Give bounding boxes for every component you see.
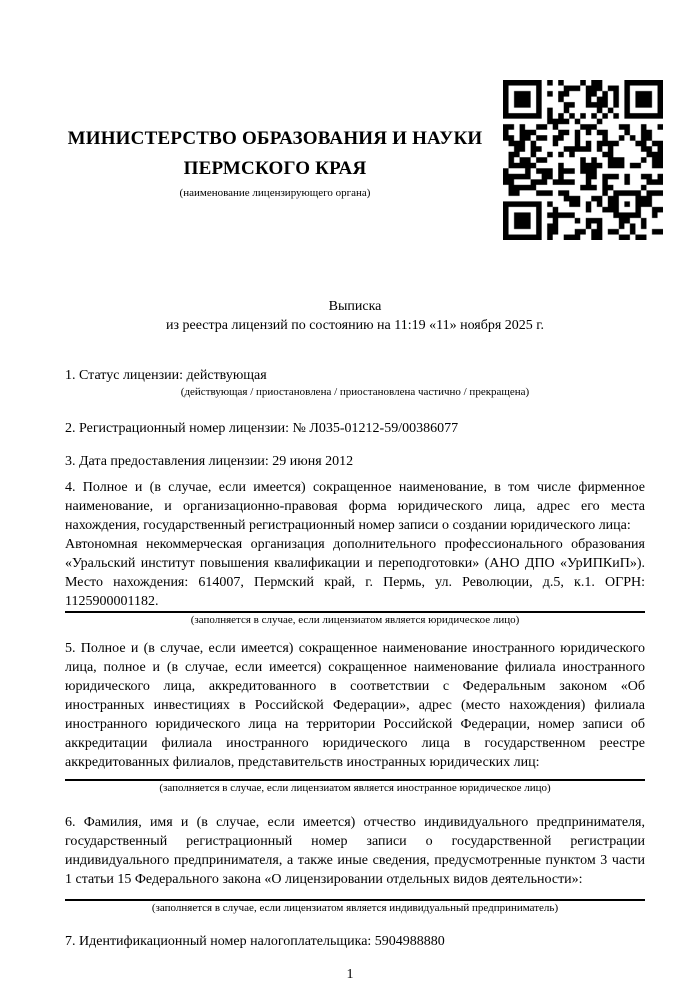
licensing-authority-caption: (наименование лицензирующего органа) [179, 187, 371, 199]
title-line2: из реестра лицензий по состоянию на 11:19 «11» ноября 2025 г. [166, 318, 544, 333]
section-caption: (заполняется в случае, если лицензиатом является индивидуальный предприниматель) [151, 902, 559, 914]
section-legal-entity [65, 478, 645, 628]
section-taxpayer-id [65, 932, 645, 951]
section-text: 1. Статус лицензии: действующая [65, 368, 267, 383]
ministry-name-line2: ПЕРМСКОГО КРАЯ [183, 158, 367, 179]
qr-code-icon [503, 80, 663, 240]
document-header [45, 124, 505, 200]
ministry-name-line1: МИНИСТЕРСТВО ОБРАЗОВАНИЯ И НАУКИ [67, 128, 483, 149]
section-caption: (заполняется в случае, если лицензиатом является иностранное юридическое лицо) [159, 782, 551, 794]
section-text: 6. Фамилия, имя и (в случае, если имеется) отчество индивидуального предпринимателя, государственный регистрационный номер записи о государственной регистрации индивидуального предпринимателя, а также иные сведения, предусмотренные пунктом 3 части 1 статьи 15 Федерального закона «О лицензировании отдельных видов деятельности»: [65, 815, 645, 887]
section-text: 7. Идентификационный номер налогоплательщика: 5904988880 [65, 934, 445, 949]
section-grant-date [65, 452, 645, 471]
section-text: 3. Дата предоставления лицензии: 29 июня 2012 [65, 454, 354, 469]
section-caption: (заполняется в случае, если лицензиатом является юридическое лицо) [190, 614, 520, 626]
title-line1: Выписка [328, 299, 382, 314]
document-body [0, 366, 700, 951]
section-caption: (действующая / приостановлена / приостановлена частично / прекращена) [180, 386, 530, 398]
section-registration-number [65, 419, 645, 438]
document-title [0, 297, 700, 335]
page-number: 1 [346, 967, 354, 982]
qr-code-container [503, 80, 663, 240]
section-text: 2. Регистрационный номер лицензии: № Л035-01212-59/00386077 [65, 421, 459, 436]
licensing-authority-name [45, 124, 505, 184]
section-text: 4. Полное и (в случае, если имеется) сокращенное наименование, в том числе фирменное наименование, и организационно-правовая форма юридического лица, адрес его места нахождения, государственный регистрационный номер записи о создании юридического лица: [65, 480, 645, 533]
section-value: Автономная некоммерческая организация дополнительного профессионального образования «Уральский институт повышения квалификации и переподготовки» (АНО ДПО «УрИПКиП»). Место нахождения: 614007, Пермский край, г. Пермь, ул. Революции, д.5, к.1. ОГРН: 1125900001182. [65, 537, 645, 609]
section-text: 5. Полное и (в случае, если имеется) сокращенное наименование иностранного юридического лица, полное и (в случае, если имеется) сокращенное наименование филиала иностранного юридического лица, аккредитованного в соответствии с Федеральным законом «Об иностранных инвестициях в Российской Федерации», адрес (место нахождения) филиала иностранного юридического лица на территории Российской Федерации, номер записи об аккредитации филиала иностранного юридического лица в государственном реестре аккредитованных филиалов, представительств иностранных юридических лиц: [65, 641, 645, 770]
section-individual-entrepreneur [65, 813, 645, 916]
section-license-status [65, 366, 645, 400]
section-foreign-entity [65, 639, 645, 796]
